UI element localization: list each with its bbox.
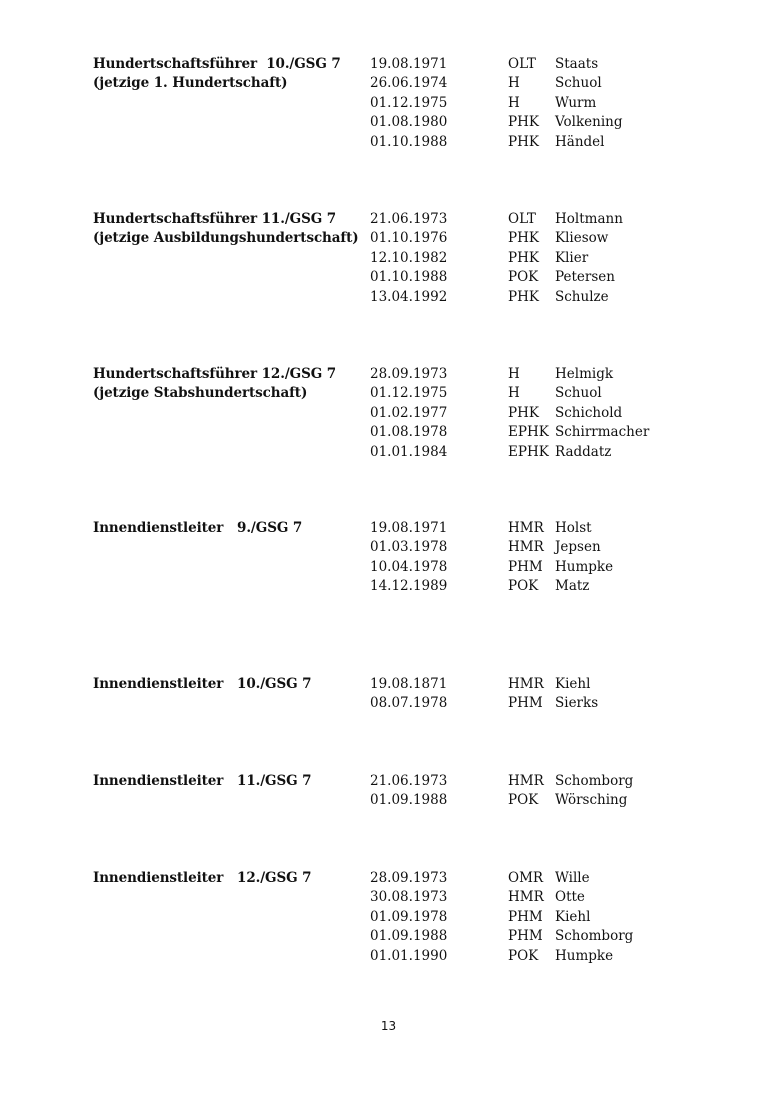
entry-row	[370, 384, 700, 403]
entry-date: 01.01.1990	[370, 947, 448, 964]
entry-rank: OLT	[508, 56, 536, 72]
entry-row	[370, 74, 700, 93]
page-number: 13	[380, 1019, 397, 1033]
heading-line: Innendienstleiter 12./GSG 7	[93, 870, 312, 886]
entry-rank: POK	[508, 269, 539, 286]
entry-name: Wurm	[555, 94, 597, 111]
entry-rank: H	[508, 366, 520, 382]
entry-name: Helmigk	[555, 366, 614, 382]
entry-name: Otte	[555, 889, 585, 906]
entry-rank: POK	[508, 792, 539, 809]
heading-line: (jetzige Stabshundertschaft)	[93, 385, 308, 402]
entry-row	[370, 443, 700, 462]
entry-name: Schirrmacher	[555, 424, 650, 441]
section-heading	[93, 772, 363, 791]
entry-name: Holst	[555, 520, 592, 536]
entry-row	[370, 404, 700, 423]
entry-date: 21.06.1973	[370, 773, 448, 789]
entry-rank: EPHK	[508, 424, 549, 441]
entry-date: 01.03.1978	[370, 539, 448, 556]
entry-rank: HMR	[508, 539, 544, 556]
entry-name: Staats	[555, 56, 599, 72]
entry-date: 19.08.1971	[370, 56, 448, 72]
entry-row	[370, 210, 700, 229]
entry-rank: PHM	[508, 695, 543, 712]
entry-name: Holtmann	[555, 211, 623, 227]
entry-rank: HMR	[508, 520, 544, 536]
entry-rank: PHM	[508, 928, 543, 945]
section-heading	[93, 519, 363, 538]
entry-date: 01.09.1988	[370, 792, 448, 809]
entry-date: 01.10.1988	[370, 269, 448, 286]
entry-date: 01.08.1978	[370, 424, 448, 441]
entry-name: Klier	[555, 249, 589, 266]
entry-rank: H	[508, 75, 520, 92]
entry-row	[370, 423, 700, 442]
entry-row	[370, 694, 700, 713]
entry-name: Raddatz	[555, 443, 612, 460]
entry-date: 28.09.1973	[370, 870, 448, 886]
entry-name: Schuol	[555, 385, 602, 402]
entry-list	[370, 675, 700, 714]
entry-date: 01.12.1975	[370, 385, 448, 402]
section-heading	[93, 55, 363, 94]
entry-row	[370, 927, 700, 946]
entry-name: Petersen	[555, 269, 615, 286]
entry-name: Schomborg	[555, 773, 634, 789]
entry-row	[370, 772, 700, 791]
entry-row	[370, 94, 700, 113]
entry-rank: H	[508, 94, 520, 111]
entry-row	[370, 675, 700, 694]
entry-date: 21.06.1973	[370, 211, 448, 227]
entry-rank: HMR	[508, 773, 544, 789]
entry-date: 13.04.1992	[370, 288, 448, 305]
entry-rank: PHM	[508, 558, 543, 575]
entry-date: 10.04.1978	[370, 558, 448, 575]
entry-name: Humpke	[555, 558, 614, 575]
heading-line: Hundertschaftsführer 12./GSG 7	[93, 366, 337, 382]
entry-name: Kiehl	[555, 908, 591, 925]
entry-rank: PHK	[508, 288, 539, 305]
entry-row	[370, 908, 700, 927]
entry-name: Matz	[555, 578, 590, 595]
section-heading	[93, 675, 363, 694]
entry-list	[370, 365, 700, 462]
entry-rank: H	[508, 385, 520, 402]
heading-line: (jetzige Ausbildungshundertschaft)	[93, 230, 359, 247]
entry-row	[370, 55, 700, 74]
entry-row	[370, 365, 700, 384]
entry-list	[370, 869, 700, 966]
entry-rank: PHK	[508, 230, 539, 247]
entry-name: Händel	[555, 133, 605, 150]
entry-name: Schulze	[555, 288, 609, 305]
section-heading	[93, 210, 363, 249]
entry-date: 28.09.1973	[370, 366, 448, 382]
entry-rank: PHM	[508, 908, 543, 925]
entry-rank: EPHK	[508, 443, 549, 460]
entry-rank: POK	[508, 947, 539, 964]
entry-row	[370, 113, 700, 132]
entry-date: 19.08.1971	[370, 520, 448, 536]
entry-row	[370, 558, 700, 577]
entry-date: 12.10.1982	[370, 249, 448, 266]
entry-rank: OMR	[508, 870, 544, 886]
heading-line: Innendienstleiter 9./GSG 7	[93, 520, 303, 536]
entry-name: Volkening	[555, 114, 623, 131]
entry-date: 14.12.1989	[370, 578, 448, 595]
entry-rank: PHK	[508, 114, 539, 131]
entry-name: Wörsching	[555, 792, 628, 809]
entry-rank: PHK	[508, 404, 539, 421]
entry-row	[370, 288, 700, 307]
entry-list	[370, 772, 700, 811]
entry-list	[370, 210, 700, 307]
entry-row	[370, 888, 700, 907]
entry-row	[370, 869, 700, 888]
entry-row	[370, 249, 700, 268]
entry-rank: PHK	[508, 133, 539, 150]
heading-line: Hundertschaftsführer 11./GSG 7	[93, 211, 337, 227]
entry-row	[370, 538, 700, 557]
entry-date: 01.01.1984	[370, 443, 448, 460]
entry-row	[370, 577, 700, 596]
heading-line: (jetzige 1. Hundertschaft)	[93, 75, 288, 92]
entry-row	[370, 519, 700, 538]
heading-line: Innendienstleiter 10./GSG 7	[93, 676, 312, 692]
entry-name: Schomborg	[555, 928, 634, 945]
entry-rank: HMR	[508, 889, 544, 906]
entry-date: 01.09.1978	[370, 908, 448, 925]
entry-date: 01.10.1976	[370, 230, 448, 247]
entry-date: 01.12.1975	[370, 94, 448, 111]
heading-line: Hundertschaftsführer 10./GSG 7	[93, 56, 341, 72]
entry-name: Kliesow	[555, 230, 609, 247]
entry-name: Humpke	[555, 947, 614, 964]
entry-date: 08.07.1978	[370, 695, 448, 712]
entry-rank: HMR	[508, 676, 544, 692]
entry-rank: PHK	[508, 249, 539, 266]
entry-date: 19.08.1871	[370, 676, 448, 692]
heading-line: Innendienstleiter 11./GSG 7	[93, 773, 312, 789]
entry-name: Schuol	[555, 75, 602, 92]
entry-date: 01.02.1977	[370, 404, 448, 421]
entry-name: Schichold	[555, 404, 623, 421]
entry-list	[370, 55, 700, 152]
entry-rank: POK	[508, 578, 539, 595]
section-heading	[93, 365, 363, 404]
section-heading	[93, 869, 363, 888]
entry-date: 30.08.1973	[370, 889, 448, 906]
entry-date: 01.08.1980	[370, 114, 448, 131]
entry-name: Jepsen	[555, 539, 601, 556]
entry-rank: OLT	[508, 211, 536, 227]
entry-name: Sierks	[555, 695, 599, 712]
entry-date: 01.10.1988	[370, 133, 448, 150]
entry-date: 26.06.1974	[370, 75, 448, 92]
entry-row	[370, 791, 700, 810]
entry-date: 01.09.1988	[370, 928, 448, 945]
entry-row	[370, 947, 700, 966]
entry-list	[370, 519, 700, 597]
entry-row	[370, 133, 700, 152]
entry-row	[370, 229, 700, 248]
entry-name: Kiehl	[555, 676, 591, 692]
entry-name: Wille	[555, 870, 590, 886]
entry-row	[370, 268, 700, 287]
